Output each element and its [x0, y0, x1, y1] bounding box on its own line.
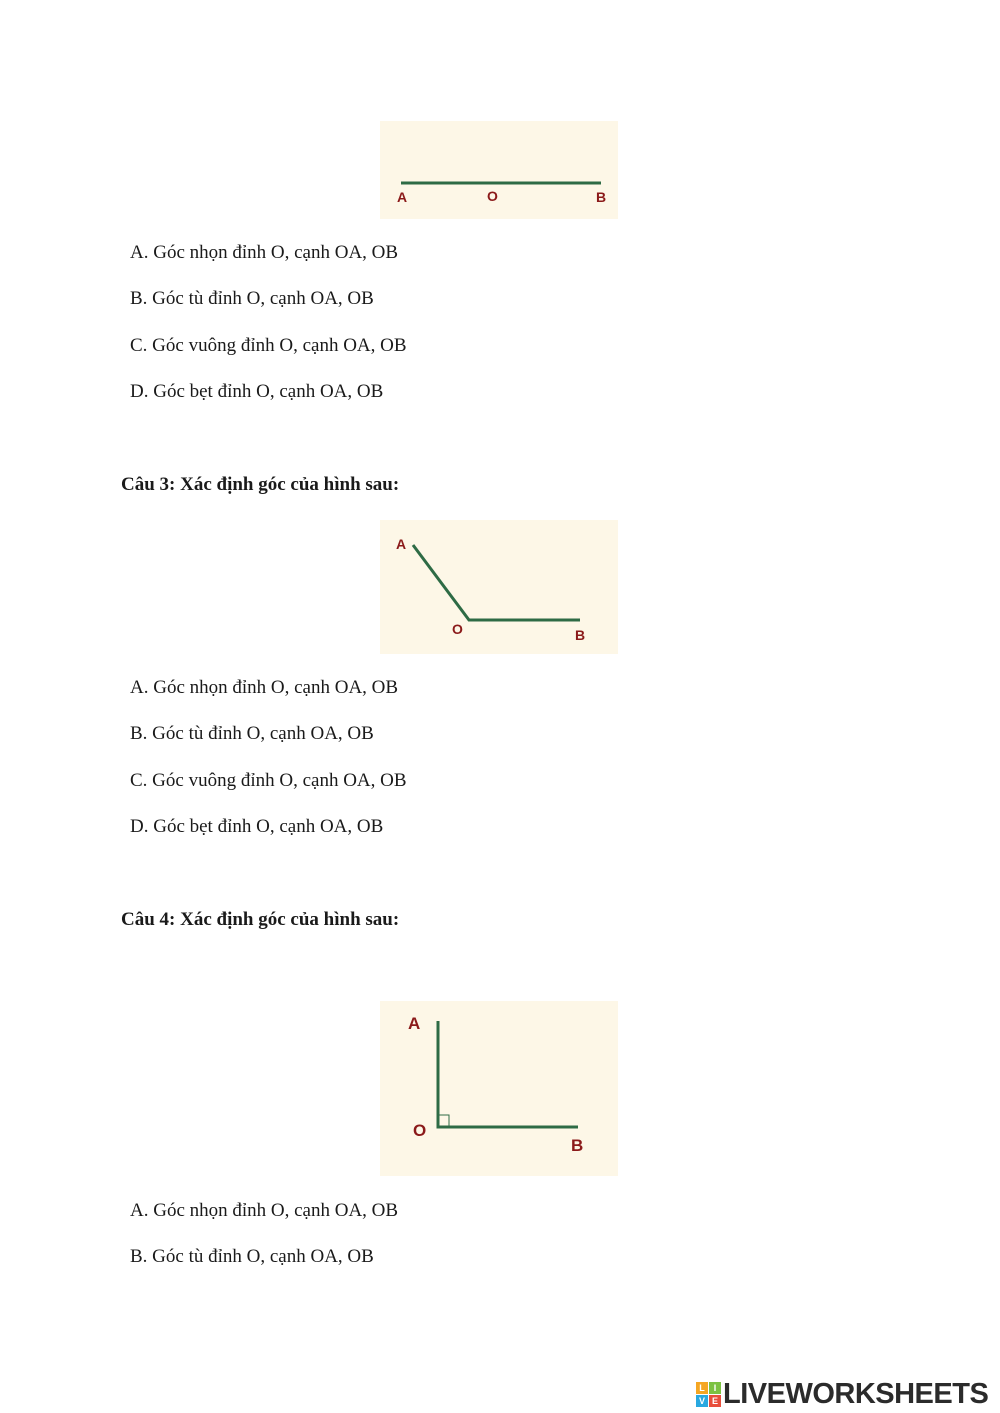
- brand-name: LIVEWORKSHEETS: [723, 1377, 989, 1410]
- q4-option-a[interactable]: A. Góc nhọn đỉnh O, cạnh OA, OB: [130, 1200, 399, 1221]
- question-4-title: Câu 4: Xác định góc của hình sau:: [121, 909, 400, 930]
- label-o: O: [487, 188, 498, 204]
- logo-tile-i: I: [709, 1382, 721, 1394]
- right-angle-mark: [439, 1115, 449, 1126]
- block1-option-a[interactable]: A. Góc nhọn đỉnh O, cạnh OA, OB: [130, 242, 399, 263]
- block1-option-c[interactable]: C. Góc vuông đỉnh O, cạnh OA, OB: [130, 335, 407, 356]
- figure-right-angle: [380, 1001, 618, 1176]
- q3-option-b[interactable]: B. Góc tù đỉnh O, cạnh OA, OB: [130, 723, 374, 744]
- label-b: B: [571, 1136, 584, 1155]
- label-b: B: [575, 627, 586, 643]
- question-3-title: Câu 3: Xác định góc của hình sau:: [121, 474, 400, 495]
- right-angle-diagram: [380, 1001, 618, 1176]
- q3-option-c[interactable]: C. Góc vuông đỉnh O, cạnh OA, OB: [130, 770, 407, 791]
- rays-oa-ob: [438, 1021, 578, 1127]
- q4-option-b[interactable]: B. Góc tù đỉnh O, cạnh OA, OB: [130, 1246, 374, 1267]
- label-o: O: [413, 1121, 427, 1140]
- logo-tile-v: V: [696, 1395, 708, 1407]
- label-b: B: [596, 189, 607, 205]
- rays-oa-ob: [413, 545, 580, 620]
- label-o: O: [452, 621, 463, 637]
- block1-option-d[interactable]: D. Góc bẹt đỉnh O, cạnh OA, OB: [130, 381, 384, 402]
- label-a: A: [397, 189, 408, 205]
- straight-angle-diagram: [380, 121, 618, 219]
- figure-obtuse-angle: [380, 520, 618, 654]
- liveworksheets-logo: [696, 1378, 988, 1410]
- q3-option-a[interactable]: A. Góc nhọn đỉnh O, cạnh OA, OB: [130, 677, 399, 698]
- logo-tile-e: E: [709, 1395, 721, 1407]
- label-a: A: [396, 536, 407, 552]
- logo-tile-l: L: [696, 1382, 708, 1394]
- obtuse-angle-diagram: [380, 520, 618, 654]
- q3-option-d[interactable]: D. Góc bẹt đỉnh O, cạnh OA, OB: [130, 816, 384, 837]
- logo-tiles: [696, 1382, 721, 1407]
- figure-straight-angle: [380, 121, 618, 219]
- label-a: A: [408, 1014, 421, 1033]
- block1-option-b[interactable]: B. Góc tù đỉnh O, cạnh OA, OB: [130, 288, 374, 309]
